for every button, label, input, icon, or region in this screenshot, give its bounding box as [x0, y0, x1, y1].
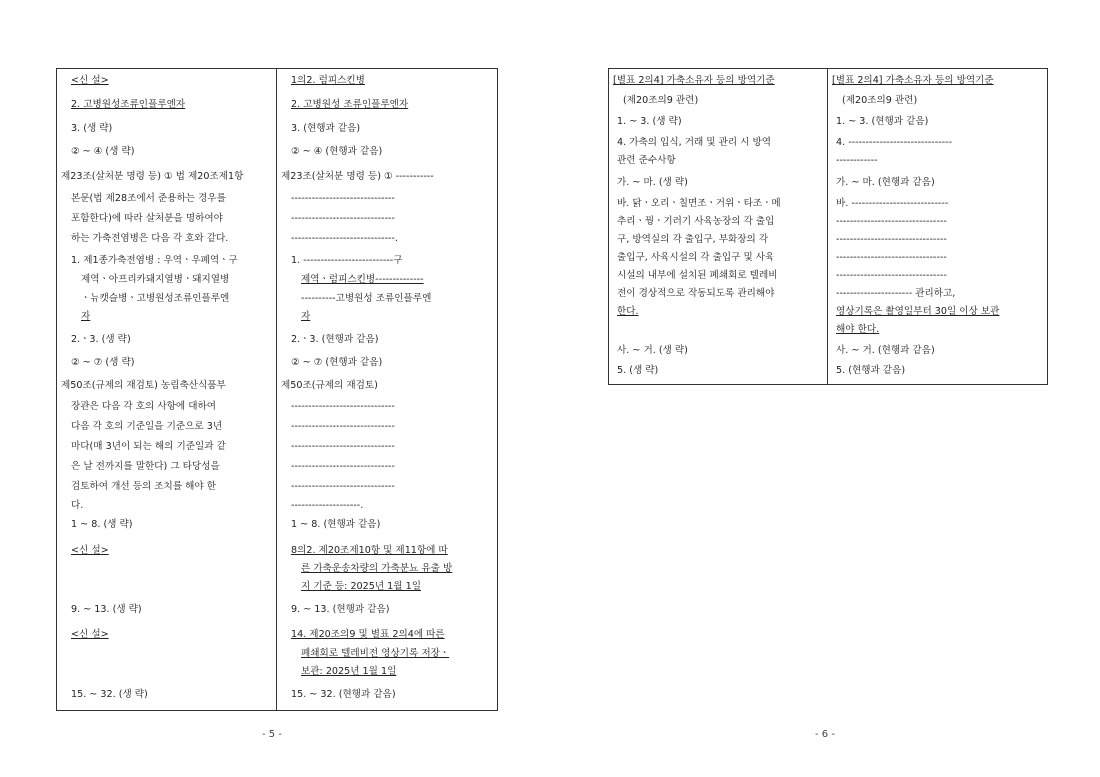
text-line: --------------------.: [291, 500, 364, 511]
text-line: (제20조의9 관련): [623, 95, 699, 106]
text-line: 1. --------------------------구: [291, 255, 403, 266]
text-line: ----------고병원성 조류인플루엔: [301, 293, 432, 304]
text-line: ② ~ ⑦ (생 략): [71, 357, 135, 368]
text-line: --------------------------------: [836, 234, 947, 245]
text-line: --------------------------------: [836, 216, 947, 227]
text-line: ------------------------------: [291, 193, 395, 204]
text-line: 보관: 2025년 1월 1일: [301, 666, 397, 677]
text-line: 3. (생 략): [71, 123, 113, 134]
text-line: (제20조의9 관련): [842, 95, 918, 106]
text-line: 1 ~ 8. (생 략): [71, 519, 133, 530]
text-line: 출입구, 사육시설의 각 출입구 및 사육: [617, 252, 775, 263]
text-line: 추리ㆍ꿩ㆍ기러기 사육농장의 각 출입: [617, 216, 775, 227]
text-line: 제역ㆍ아프리카돼지열병ㆍ돼지열병: [81, 274, 230, 285]
text-line: 자: [301, 311, 311, 322]
text-line: 구, 방역실의 각 출입구, 부화장의 각: [617, 234, 769, 245]
amended-text-column: [277, 69, 498, 710]
text-line: <신 설>: [71, 545, 109, 556]
page-number: - 6 -: [815, 729, 835, 740]
text-line: 14. 제20조의9 및 별표 2의4에 따른: [291, 629, 445, 640]
text-line: 2. 고병원성조류인플루엔자: [71, 99, 186, 110]
text-line: 다.: [71, 500, 84, 511]
text-line: 가. ~ 마. (현행과 같음): [836, 177, 935, 188]
text-line: 사. ~ 거. (생 략): [617, 345, 688, 356]
text-line: 다음 각 호의 기준일을 기준으로 3년: [71, 421, 223, 432]
text-line: 바. ----------------------------: [836, 198, 949, 209]
text-line: 5. (생 략): [617, 365, 659, 376]
text-line: 한다.: [617, 306, 639, 317]
text-line: 1. ~ 3. (생 략): [617, 116, 682, 127]
text-line: 1의2. 럼피스킨병: [291, 75, 365, 86]
text-line: 제23조(살처분 명령 등) ① 법 제20조제1항: [61, 171, 244, 182]
text-line: 른 가축운송차량의 가축분뇨 유출 방: [301, 563, 453, 574]
text-line: 자: [81, 311, 91, 322]
text-line: 마다(매 3년이 되는 해의 기준일과 같: [71, 441, 226, 452]
text-line: ------------------------------: [291, 441, 395, 452]
text-line: 영상기록은 촬영일부터 30일 이상 보관: [836, 306, 1000, 317]
text-line: 5. (현행과 같음): [836, 365, 906, 376]
text-line: 가. ~ 마. (생 략): [617, 177, 688, 188]
text-line: 1. 제1종가축전염병 : 우역ㆍ우폐역ㆍ구: [71, 255, 238, 266]
text-line: 본문(법 제28조에서 준용하는 경우를: [71, 193, 226, 204]
text-line: 1 ~ 8. (현행과 같음): [291, 519, 381, 530]
text-line: 하는 가축전염병은 다음 각 호와 같다.: [71, 233, 229, 244]
text-line: 제50조(규제의 재검토) 농림축산식품부: [61, 380, 226, 391]
text-line: ------------------------------: [291, 421, 395, 432]
text-line: [별표 2의4] 가축소유자 등의 방역기준: [613, 75, 775, 86]
text-line: ② ~ ⑦ (현행과 같음): [291, 357, 383, 368]
text-line: 제23조(살처분 명령 등) ① -----------: [281, 171, 434, 182]
text-line: 3. (현행과 같음): [291, 123, 361, 134]
amended-text-column: [828, 69, 1048, 384]
text-line: 지 기준 등: 2025년 1월 1일: [301, 581, 421, 592]
text-line: 9. ~ 13. (생 략): [71, 604, 142, 615]
text-line: ㆍ뉴캣슬병ㆍ고병원성조류인플루엔: [81, 293, 230, 304]
text-line: ② ~ ④ (현행과 같음): [291, 146, 383, 157]
text-line: [별표 2의4] 가축소유자 등의 방역기준: [832, 75, 994, 86]
text-line: 제50조(규제의 재검토): [281, 380, 378, 391]
text-line: ------------------------------: [291, 481, 395, 492]
text-line: ---------------------- 관리하고,: [836, 288, 956, 299]
text-line: 8의2. 제20조제10항 및 제11항에 따: [291, 545, 448, 556]
text-line: 사. ~ 거. (현행과 같음): [836, 345, 935, 356]
page-number: - 5 -: [262, 729, 282, 740]
text-line: ------------------------------: [291, 213, 395, 224]
text-line: 은 날 전까지를 말한다) 그 타당성을: [71, 461, 220, 472]
text-line: 2.ㆍ3. (현행과 같음): [291, 334, 379, 345]
text-line: 4. ------------------------------: [836, 137, 953, 148]
text-line: 해야 한다.: [836, 324, 880, 335]
text-line: ------------------------------.: [291, 233, 398, 244]
text-line: 포함한다)에 따라 살처분을 명하여야: [71, 213, 223, 224]
text-line: 시설의 내부에 설치된 폐쇄회로 텔레비: [617, 270, 778, 281]
text-line: 1. ~ 3. (현행과 같음): [836, 116, 929, 127]
comparison-table-left: [56, 68, 498, 711]
text-line: 15. ~ 32. (현행과 같음): [291, 689, 396, 700]
text-line: --------------------------------: [836, 252, 947, 263]
text-line: ------------------------------: [291, 401, 395, 412]
comparison-table-right: [608, 68, 1048, 385]
text-line: 4. 가축의 입식, 거래 및 관리 시 방역: [617, 137, 772, 148]
text-line: 관련 준수사항: [617, 155, 676, 166]
text-line: 폐쇄회로 텔레비전 영상기록 저장ㆍ: [301, 648, 450, 659]
text-line: 15. ~ 32. (생 략): [71, 689, 148, 700]
text-line: 제역ㆍ럼피스킨병--------------: [301, 274, 424, 285]
text-line: 9. ~ 13. (현행과 같음): [291, 604, 390, 615]
text-line: 전이 경상적으로 작동되도록 관리해야: [617, 288, 775, 299]
text-line: <신 설>: [71, 75, 109, 86]
text-line: 장관은 다음 각 호의 사항에 대하여: [71, 401, 216, 412]
text-line: 검토하여 개선 등의 조치를 해야 한: [71, 481, 216, 492]
text-line: ------------: [836, 155, 878, 166]
text-line: ② ~ ④ (생 략): [71, 146, 135, 157]
current-text-column: [609, 69, 827, 384]
text-line: 2. 고병원성 조류인플루엔자: [291, 99, 409, 110]
text-line: --------------------------------: [836, 270, 947, 281]
text-line: <신 설>: [71, 629, 109, 640]
text-line: ------------------------------: [291, 461, 395, 472]
text-line: 2.ㆍ3. (생 략): [71, 334, 131, 345]
text-line: 바. 닭ㆍ오리ㆍ칠면조ㆍ거위ㆍ타조ㆍ메: [617, 198, 781, 209]
current-text-column: [57, 69, 276, 710]
